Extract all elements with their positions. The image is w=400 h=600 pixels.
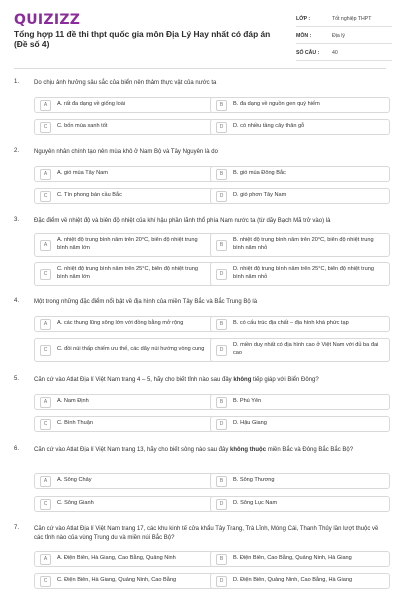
meta-value: Địa lý bbox=[332, 33, 345, 39]
option-c[interactable] bbox=[34, 188, 214, 204]
option-b[interactable] bbox=[210, 473, 390, 489]
option-letter: A bbox=[40, 554, 51, 565]
option-c[interactable] bbox=[34, 338, 214, 362]
option-letter: A bbox=[40, 397, 51, 408]
question-text: Nguyên nhân chính tạo nên mùa khô ở Nam Bộ và Tây Nguyên là do bbox=[34, 149, 218, 155]
option-a[interactable] bbox=[34, 473, 214, 489]
option-letter: C bbox=[40, 269, 51, 280]
option-b[interactable] bbox=[210, 233, 390, 257]
option-letter: B bbox=[216, 397, 227, 408]
option-d[interactable] bbox=[210, 573, 390, 589]
option-text: B. Sông Thương bbox=[233, 477, 275, 484]
question-text-part: miền Bắc và Đông Bắc Bắc Bộ? bbox=[266, 447, 354, 453]
option-text: C. nhiệt độ trung bình năm trên 25°C, biên độ nhiệt trung bình năm lớn bbox=[57, 266, 198, 280]
option-text: C. Sông Gianh bbox=[57, 500, 94, 507]
option-letter: D bbox=[216, 499, 227, 510]
question-text: Do chịu ảnh hưởng sâu sắc của biển nên thảm thực vật của nước ta bbox=[34, 80, 217, 86]
option-letter: B bbox=[216, 319, 227, 330]
option-text: C. bốn mùa xanh tốt bbox=[57, 123, 108, 130]
option-b[interactable] bbox=[210, 166, 390, 182]
option-text: A. nhiệt độ trung bình năm trên 20°C, biên độ nhiệt trung bình năm lớn bbox=[57, 237, 198, 251]
option-letter: A bbox=[40, 319, 51, 330]
option-letter: A bbox=[40, 240, 51, 251]
question-number: 6. bbox=[14, 446, 20, 452]
option-letter: B bbox=[216, 169, 227, 180]
option-c[interactable] bbox=[34, 119, 214, 135]
option-text: B. Phú Yên bbox=[233, 398, 262, 405]
option-d[interactable] bbox=[210, 416, 390, 432]
option-text: D. Điện Biên, Quảng Ninh, Cao Bằng, Hà Giang bbox=[233, 577, 353, 584]
question-text-part: tiếp giáp với Biển Đông? bbox=[251, 377, 319, 383]
question-number: 1. bbox=[14, 79, 20, 85]
question-number: 2. bbox=[14, 148, 20, 154]
option-d[interactable] bbox=[210, 338, 390, 362]
option-letter: C bbox=[40, 576, 51, 587]
header-divider bbox=[14, 68, 386, 69]
meta-row-subject bbox=[296, 29, 392, 44]
option-text: A. Điện Biên, Hà Giang, Cao Bằng, Quảng Ninh bbox=[57, 555, 176, 562]
worksheet-meta bbox=[296, 12, 392, 63]
option-letter: D bbox=[216, 269, 227, 280]
option-text: B. Điện Biên, Cao Bằng, Quảng Ninh, Hà Giang bbox=[233, 555, 352, 562]
meta-key: LỚP : bbox=[296, 16, 311, 22]
meta-row-count bbox=[296, 46, 392, 61]
option-text: D. Hậu Giang bbox=[233, 420, 267, 427]
question-number: 7. bbox=[14, 525, 20, 531]
question-text-part: Căn cứ vào Atlat Địa lí Việt Nam trang 13, hãy cho biết sông nào sau đây bbox=[34, 447, 231, 453]
option-text: D. có nhiều tầng cây thân gỗ bbox=[233, 123, 305, 130]
option-c[interactable] bbox=[34, 496, 214, 512]
option-text: D. Sông Lục Nam bbox=[233, 500, 278, 507]
option-text: B. đa dạng về nguồn gen quý hiếm bbox=[233, 101, 320, 108]
option-letter: B bbox=[216, 100, 227, 111]
option-text: A. Nam Định bbox=[57, 398, 89, 405]
option-text: A. các thung lũng sông lớn với đồng bằng mở rộng bbox=[57, 320, 184, 327]
question-text bbox=[34, 376, 386, 385]
option-text: C. Tín phong bán cầu Bắc bbox=[57, 192, 122, 199]
meta-value: 40 bbox=[332, 50, 338, 56]
option-text: B. nhiệt độ trung bình năm trên 20°C, biên độ nhiệt trung bình năm nhỏ bbox=[233, 237, 374, 251]
question-number: 4. bbox=[14, 298, 20, 304]
option-a[interactable] bbox=[34, 166, 214, 182]
option-b[interactable] bbox=[210, 551, 390, 567]
option-text: A. rất đa dạng về giống loài bbox=[57, 101, 126, 108]
option-c[interactable] bbox=[34, 573, 214, 589]
option-letter: B bbox=[216, 554, 227, 565]
question-text bbox=[34, 446, 386, 455]
option-letter: C bbox=[40, 499, 51, 510]
option-a[interactable] bbox=[34, 394, 214, 410]
option-letter: D bbox=[216, 345, 227, 356]
question-number: 5. bbox=[14, 376, 20, 382]
option-letter: C bbox=[40, 419, 51, 430]
option-text: C. đồi núi thấp chiếm ưu thế, các dãy núi hướng vòng cung bbox=[57, 346, 205, 353]
quizizz-logo: QUIZIZZ bbox=[14, 12, 81, 28]
option-letter: B bbox=[216, 476, 227, 487]
option-letter: A bbox=[40, 100, 51, 111]
option-d[interactable] bbox=[210, 119, 390, 135]
question-text: Căn cứ vào Atlat Địa lí Việt Nam trang 17, các khu kinh tế cửa khẩu Tây Trang, Trà Lĩnh, Móng Cái, Thanh Thủy lần lượt thuộc về các tỉnh nào của vùng Trung du và miền núi Bắc Bộ? bbox=[34, 526, 379, 541]
option-d[interactable] bbox=[210, 262, 390, 286]
option-text: C. Điện Biên, Hà Giang, Quảng Ninh, Cao Bằng bbox=[57, 577, 177, 584]
option-text: D. gió phơn Tây Nam bbox=[233, 192, 287, 199]
meta-key: SỐ CÂU : bbox=[296, 50, 320, 56]
option-text: B. có cấu trúc địa chất – địa hình khá phức tạp bbox=[233, 320, 349, 327]
option-letter: B bbox=[216, 240, 227, 251]
option-letter: C bbox=[40, 345, 51, 356]
question-text: Một trong những đặc điểm nổi bật về địa hình của miền Tây Bắc và Bắc Trung Bộ là bbox=[34, 299, 258, 305]
option-letter: A bbox=[40, 476, 51, 487]
option-a[interactable] bbox=[34, 551, 214, 567]
question-emphasis: không thuộc bbox=[230, 447, 267, 453]
question-emphasis: không bbox=[233, 377, 252, 383]
option-letter: C bbox=[40, 191, 51, 202]
option-text: D. nhiệt độ trung bình năm trên 25°C, biên độ nhiệt trung bình năm nhỏ bbox=[233, 266, 374, 280]
option-b[interactable] bbox=[210, 316, 390, 332]
option-d[interactable] bbox=[210, 188, 390, 204]
option-d[interactable] bbox=[210, 496, 390, 512]
question-text: Đặc điểm về nhiệt độ và biên độ nhiệt của khí hậu phần lãnh thổ phía Nam nước ta (từ dãy Bạch Mã trở vào) là bbox=[34, 218, 331, 224]
option-c[interactable] bbox=[34, 262, 214, 286]
option-letter: D bbox=[216, 122, 227, 133]
option-letter: C bbox=[40, 122, 51, 133]
option-text: D. miền duy nhất có địa hình cao ở Việt Nam với đủ ba đai cao bbox=[233, 342, 379, 356]
option-letter: D bbox=[216, 419, 227, 430]
meta-value: Tốt nghiệp THPT bbox=[332, 16, 372, 22]
option-text: A. Sông Chảy bbox=[57, 477, 92, 484]
question-number: 3. bbox=[14, 217, 20, 223]
question-text-part: Căn cứ vào Atlat Địa lí Việt Nam trang 4 – 5, hãy cho biết tỉnh nào sau đây bbox=[34, 377, 234, 383]
option-a[interactable] bbox=[34, 316, 214, 332]
worksheet-title: Tổng hợp 11 đề thi thpt quốc gia môn Địa Lý Hay nhất có đáp án (Đề số 4) bbox=[14, 29, 271, 49]
option-a[interactable] bbox=[34, 233, 214, 257]
option-text: B. gió mùa Đông Bắc bbox=[233, 170, 286, 177]
meta-key: MÔN : bbox=[296, 33, 312, 39]
option-c[interactable] bbox=[34, 416, 214, 432]
meta-row-class bbox=[296, 12, 392, 27]
option-b[interactable] bbox=[210, 394, 390, 410]
option-text: C. Bình Thuận bbox=[57, 420, 93, 427]
option-a[interactable] bbox=[34, 97, 214, 113]
worksheet-header bbox=[0, 0, 400, 70]
option-text: A. gió mùa Tây Nam bbox=[57, 170, 108, 177]
option-letter: D bbox=[216, 576, 227, 587]
option-letter: A bbox=[40, 169, 51, 180]
option-b[interactable] bbox=[210, 97, 390, 113]
option-letter: D bbox=[216, 191, 227, 202]
